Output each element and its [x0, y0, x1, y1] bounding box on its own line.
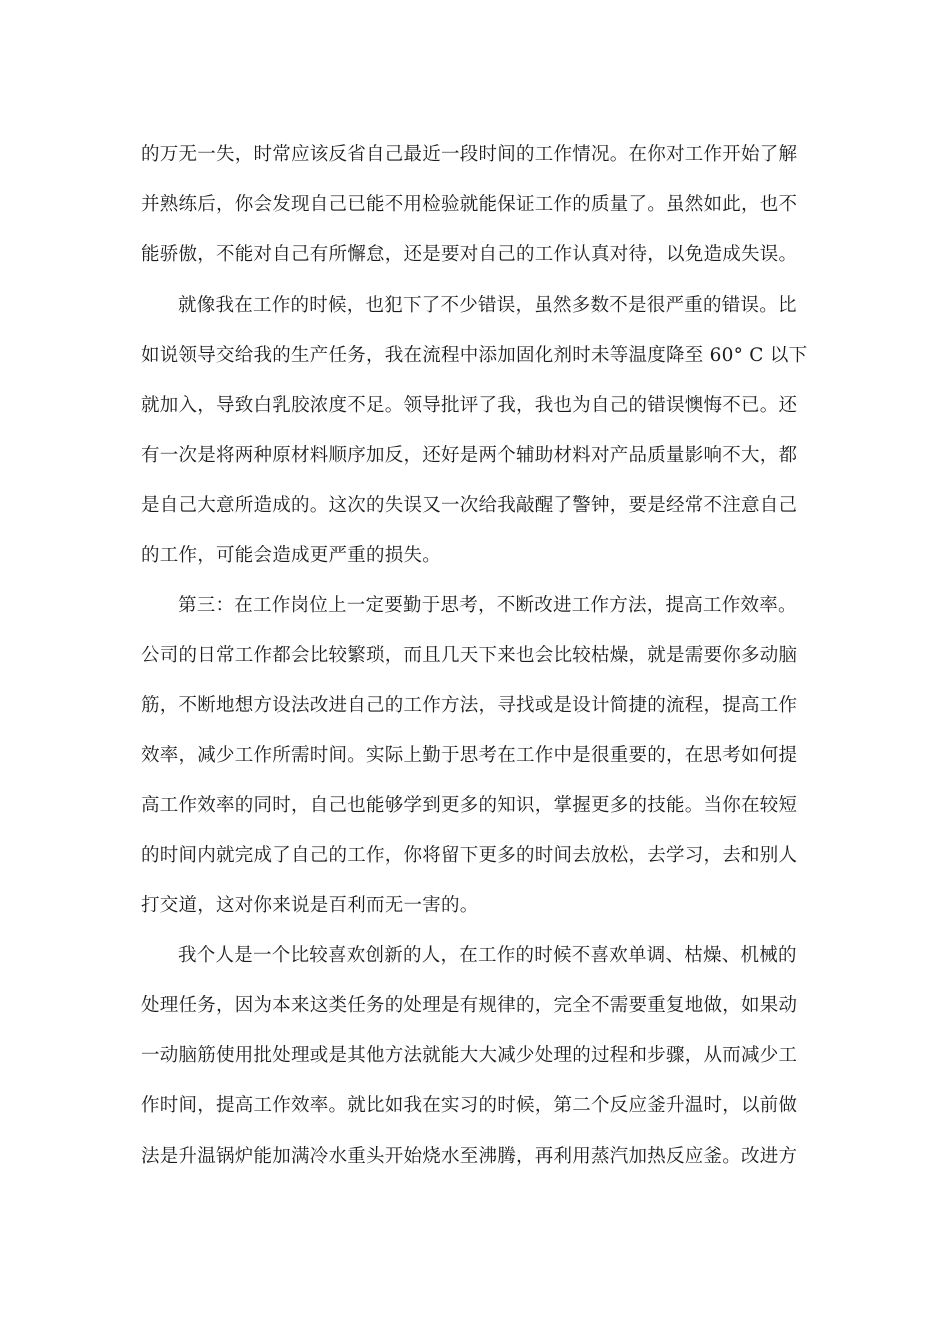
paragraph-first-line: 第三：在工作岗位上一定要勤于思考，不断改进工作方法，提高工作效率。	[178, 595, 797, 616]
text-line: 作时间，提高工作效率。就比如我在实习的时候，第二个反应釜升温时，以前做	[141, 1095, 798, 1116]
text-line: 处理任务，因为本来这类任务的处理是有规律的，完全不需要重复地做，如果动	[141, 995, 798, 1016]
paragraph-first-line: 就像我在工作的时候，也犯下了不少错误，虽然多数不是很严重的错误。比	[178, 295, 797, 316]
text-line: 筋，不断地想方设法改进自己的工作方法，寻找或是设计简捷的流程，提高工作	[141, 695, 798, 716]
text-line: 公司的日常工作都会比较繁琐，而且几天下来也会比较枯燥，就是需要你多动脑	[141, 645, 798, 666]
text-line: 就加入，导致白乳胶浓度不足。领导批评了我，我也为自己的错误懊悔不已。还	[141, 395, 798, 416]
text-line: 一动脑筋使用批处理或是其他方法就能大大减少处理的过程和步骤，从而减少工	[141, 1045, 798, 1066]
text-line: 如说领导交给我的生产任务，我在流程中添加固化剂时未等温度降至 60° C 以下	[141, 345, 808, 366]
text-line: 的工作，可能会造成更严重的损失。	[141, 545, 442, 566]
paragraph-first-line: 我个人是一个比较喜欢创新的人，在工作的时候不喜欢单调、枯燥、机械的	[178, 945, 797, 966]
text-line: 是自己大意所造成的。这次的失误又一次给我敲醒了警钟，要是经常不注意自己	[141, 495, 798, 516]
text-line: 有一次是将两种原材料顺序加反，还好是两个辅助材料对产品质量影响不大，都	[141, 445, 798, 466]
text-line: 打交道，这对你来说是百利而无一害的。	[141, 895, 479, 916]
text-line: 并熟练后，你会发现自己已能不用检验就能保证工作的质量了。虽然如此，也不	[141, 194, 798, 215]
text-line: 高工作效率的同时，自己也能够学到更多的知识，掌握更多的技能。当你在较短	[141, 795, 798, 816]
text-line: 的万无一失，时常应该反省自己最近一段时间的工作情况。在你对工作开始了解	[141, 144, 798, 165]
text-line: 效率，减少工作所需时间。实际上勤于思考在工作中是很重要的，在思考如何提	[141, 745, 798, 766]
text-line: 法是升温锅炉能加满冷水重头开始烧水至沸腾，再利用蒸汽加热反应釜。改进方	[141, 1146, 798, 1167]
text-line: 的时间内就完成了自己的工作，你将留下更多的时间去放松，去学习，去和别人	[141, 845, 798, 866]
text-line: 能骄傲，不能对自己有所懈怠，还是要对自己的工作认真对待，以免造成失误。	[141, 244, 798, 265]
